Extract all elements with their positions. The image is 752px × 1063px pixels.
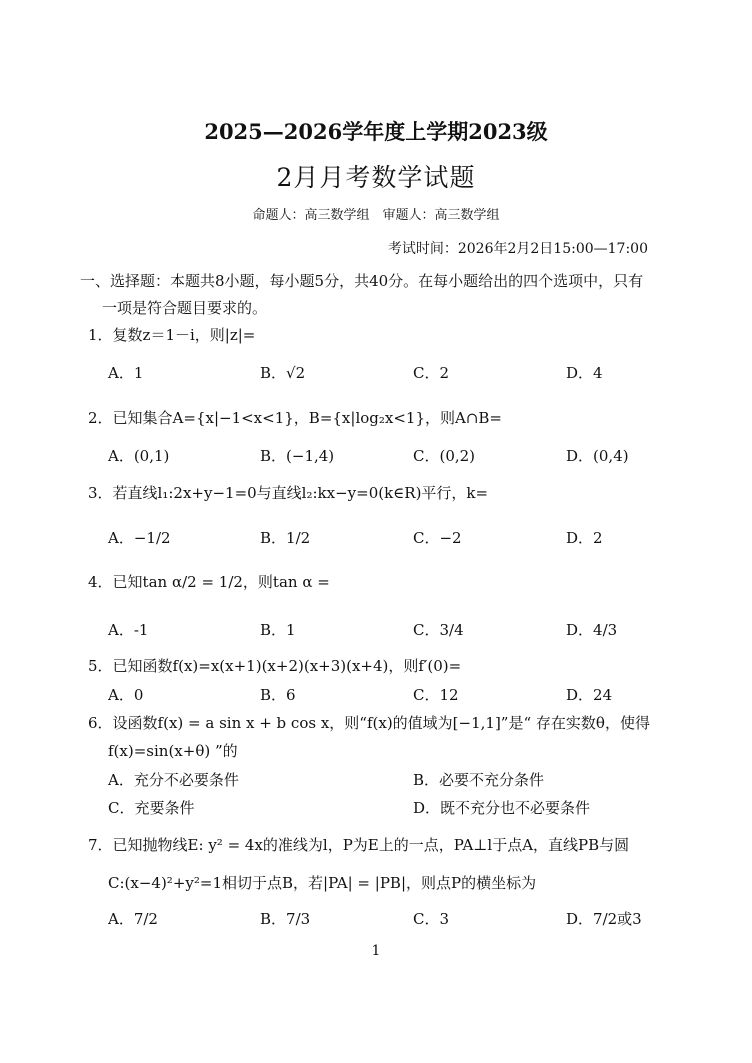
question-5-option-b: B．6 <box>260 686 296 704</box>
question-2-option-b: B．(−1,4) <box>260 447 335 465</box>
authors-line: 命题人：高三数学组 审题人：高三数学组 <box>252 208 500 223</box>
section-heading-line1: 一、选择题：本题共8小题，每小题5分，共40分。在每小题给出的四个选项中，只有 <box>80 272 644 290</box>
question-6-option-c: C．充要条件 <box>108 799 195 817</box>
question-7-option-c: C．3 <box>413 910 450 928</box>
question-5-stem: 5．已知函数f(x)=x(x+1)(x+2)(x+3)(x+4)，则f′(0)= <box>88 657 462 675</box>
question-4-option-b: B．1 <box>260 621 296 639</box>
question-7-stem-line1: 7．已知抛物线E: y² = 4x的准线为l，P为E上的一点，PA⊥l于点A，直线PB与圆 <box>88 836 630 854</box>
question-2-option-d: D．(0,4) <box>566 447 629 465</box>
question-7-option-a: A．7/2 <box>108 910 158 928</box>
question-3-option-a: A．−1/2 <box>108 529 171 547</box>
exam-time: 考试时间：2026年2月2日15:00—17:00 <box>387 241 648 257</box>
question-1-stem: 1．复数z＝1－i，则|z|= <box>88 326 256 344</box>
question-6-option-a: A．充分不必要条件 <box>108 771 239 789</box>
question-1-option-d: D．4 <box>566 364 603 382</box>
question-6-stem-line1: 6．设函数f(x) = a sin x + b cos x，则“f(x)的值域为[−1,1]”是“ 存在实数θ，使得 <box>88 714 650 732</box>
question-6-option-d: D．既不充分也不必要条件 <box>413 799 591 817</box>
question-6-stem-line2: f(x)=sin(x+θ) ”的 <box>108 742 238 760</box>
question-2-option-a: A．(0,1) <box>108 447 170 465</box>
question-3-option-b: B．1/2 <box>260 529 311 547</box>
question-4-option-a: A．-1 <box>108 621 149 639</box>
question-1-option-a: A．1 <box>108 364 144 382</box>
question-3-stem: 3．若直线l₁:2x+y−1=0与直线l₂:kx−y=0(k∈R)平行，k= <box>88 484 489 502</box>
page-number: 1 <box>371 943 381 959</box>
question-1-option-c: C．2 <box>413 364 450 382</box>
question-7-option-d: D．7/2或3 <box>566 910 642 928</box>
exam-title: 2025—2026学年度上学期2023级 <box>204 119 548 144</box>
question-7-stem-line2: C:(x−4)²+y²=1相切于点B，若|PA| = |PB|，则点P的横坐标为 <box>108 874 537 892</box>
question-4-option-c: C．3/4 <box>413 621 464 639</box>
question-4-option-d: D．4/3 <box>566 621 618 639</box>
question-6-option-b: B．必要不充分条件 <box>413 771 545 789</box>
question-3-option-d: D．2 <box>566 529 603 547</box>
question-5-option-d: D．24 <box>566 686 613 704</box>
question-2-stem: 2．已知集合A={x|−1<x<1}，B={x|log₂x<1}，则A∩B= <box>88 409 502 427</box>
section-heading-line2: 一项是符合题目要求的。 <box>102 299 268 317</box>
question-5-option-a: A．0 <box>108 686 144 704</box>
question-7-option-b: B．7/3 <box>260 910 311 928</box>
question-3-option-c: C．−2 <box>413 529 462 547</box>
section-heading <box>80 268 680 322</box>
question-1-option-b: B．√2 <box>260 364 306 382</box>
exam-subtitle: 2月月考数学试题 <box>276 163 476 192</box>
question-2-option-c: C．(0,2) <box>413 447 476 465</box>
question-4-stem: 4．已知tan α/2 = 1/2，则tan α = <box>88 573 330 591</box>
question-5-option-c: C．12 <box>413 686 459 704</box>
